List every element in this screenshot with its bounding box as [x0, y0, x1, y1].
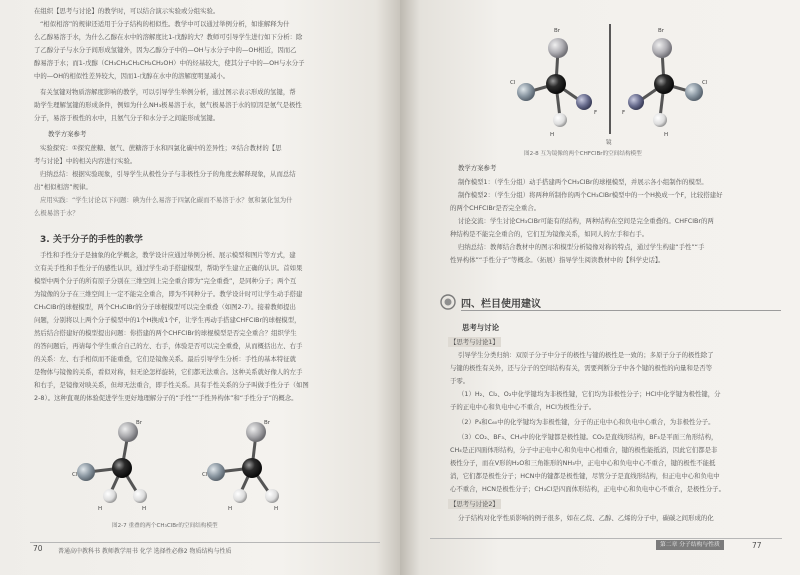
left-page-number: 70: [33, 544, 43, 553]
think1-line: 与键的极性有关外，还与分子的空间结构有关，需要判断分子中各个键的极性的向量和是否等: [450, 364, 713, 372]
atom-label-cl: Cl: [702, 80, 708, 86]
think1-line: 消，它们都是极性分子；HCN中的键都是极性键，尽管分子是直线形结构，但正电中心和负电中: [450, 472, 720, 480]
left-plan-line: 出“相似相溶”规律。: [34, 183, 92, 191]
section-3-line: 2-8）。这种直观的体验促进学生更好地理解分子的“手性”“手性异构体”和“手性分子”的概念。: [34, 394, 298, 402]
section-4-divider: [461, 310, 781, 311]
section-3-line: CH₃ClBr的球棍模型，两个CH₃ClBr的分子球棍模型可以完全重叠（如图2-7）。接着教师提出: [34, 303, 296, 311]
atom-label-h: H: [228, 506, 233, 512]
ch2clbr-model-left: [72, 420, 147, 512]
section-3-line: 然后结合搭建好的模型提出问题：你搭建的两个CHFClBr的球棍模型是否完全重合？组织学生: [34, 329, 297, 337]
right-plan-line: 讨论交流：学生讨论CH₃ClBr可能有的结构，两种结构在空间是完全重叠的。CHFClBr的两: [458, 217, 714, 225]
section-3-line: 为镜像的分子在三维空间上一定不能完全重合，即为不同种分子。教学设计时可让学生动手搭建: [34, 290, 303, 298]
left-para2-line: 分子，易溶于极性的水中，且氨气分子和水分子之间能形成氢键。: [34, 114, 220, 122]
right-plan-line: 制作模型2：（学生分组）将两种所制作的两个CH₃ClBr模型中的一个H换成一个F，比较搭建好: [458, 191, 723, 199]
atom-label-br: Br: [658, 28, 665, 34]
right-plan-title: 教学方案参考: [458, 164, 497, 172]
chlorine-atom: [685, 83, 703, 101]
think1-line: CH₄是正四面体形结构，分子中正电中心和负电中心相重合，键的极性能抵消，因此它们都是非: [450, 446, 718, 454]
atom-label-br: Br: [136, 420, 143, 426]
left-para1-line: 在组织【思考与讨论】的教学时，可以结合演示实验或分组实验。: [34, 7, 220, 15]
ch2clbr-model-right: [202, 420, 279, 512]
carbon-atom: [546, 74, 566, 94]
figure-2-7-caption: 图2-7 重叠的两个CH₃ClBr的空间结构模型: [112, 523, 218, 529]
left-para2-line: 助学生理解氢键的形成条件，例如为什么NH₃极易溶于水，氨气极易溶于水的原因是氨气是极性: [34, 101, 302, 109]
left-plan-line: 归纳总结：根据实验现象，引导学生从极性分子与非极性分子的角度去解释现象，从而总结: [40, 170, 296, 178]
left-plan-line: 考与讨论】中的相关内容进行实验。: [34, 157, 137, 165]
chfclbr-model-right: [622, 28, 708, 138]
chapter-label: 第二章 分子结构与性质: [656, 540, 724, 550]
section-3-line: 和右手，是镜像对映关系，但却无法重合，即手性关系。具有手性关系的分子叫做手性分子（如图: [34, 381, 309, 389]
atom-label-cl: Cl: [202, 472, 208, 478]
atom-label-br: Br: [554, 28, 561, 34]
atom-label-h: H: [550, 132, 555, 138]
chfclbr-model-left: [510, 28, 597, 138]
think1-line: （2）P₄和C₆₀中的化学键均为非极性键，分子的正电中心和负电中心重合，为非极性分子。: [458, 418, 715, 426]
section-3-line: 模型中两个分子的所有原子分别在三维空间上完全重合即为“完全重叠”，是同种分子；两个互: [34, 277, 297, 285]
bromine-atom: [548, 38, 568, 58]
atom-label-h: H: [142, 506, 147, 512]
left-para1-line: 中的—OH的相似性差异较大，因而1-戊醇在水中的溶解度明显减小。: [34, 72, 230, 80]
section-4-banner: [440, 292, 780, 312]
bromine-atom: [652, 38, 672, 58]
atom-label-h: H: [98, 506, 103, 512]
hydrogen-atom: [233, 489, 247, 503]
left-para1-line: 了乙醇分子与水分子间形成氢键外，因为乙醇分子中的—OH与水分子中的—OH相近，因而乙: [34, 46, 297, 54]
left-para2-line: 有关氢键对物质溶解度影响的教学，可以引导学生举例分析，通过图示表示形成的氢键，帮: [40, 88, 296, 96]
section-4-heading: 四、栏目使用建议: [461, 299, 541, 310]
fluorine-atom: [628, 94, 644, 110]
right-plan-line: 归纳总结：教师结合教材中的图示和模型分析镜像对称的特点，通过学生构建“手性”“手: [458, 243, 705, 251]
section-badge-icon: [440, 294, 456, 310]
section-3-line: 立有关手性和手性分子的感性认识，通过学生动手搭建模型，帮助学生建立正确的认识。首如果: [34, 264, 303, 272]
left-plan-line: 么极易溶于水？: [34, 209, 79, 217]
think1-line: （3）CO₂、BF₃、CH₄中的化学键都是极性键。CO₂是直线形结构，BF₃是平面三角形结构，: [458, 433, 718, 441]
hydrogen-atom: [265, 489, 279, 503]
carbon-atom: [242, 458, 262, 478]
carbon-atom: [654, 74, 674, 94]
think-discuss-2-tag: 【思考与讨论2】: [450, 500, 499, 508]
figure-2-8-mirror-models: [500, 22, 720, 146]
left-para1-line: 么乙醇易溶于水，为什么乙醇在水中的溶解度比1-戊醇的大？教师可引导学生进行如下分析：除: [34, 33, 303, 41]
footer-divider: [30, 542, 380, 543]
think2-line: 分子结构对化学性质影响的例子很多，如在乙烷、乙醇、乙烯的分子中，碳碳之间形成的化: [458, 514, 714, 522]
section-3-line: 的关系：左、右手相似而不能重叠，它们是镜像关系。最后引导学生分析：手性的基本特征就: [34, 355, 297, 363]
hydrogen-atom: [653, 113, 667, 127]
section-3-line: 问题，分别将以上两个分子模型中的1个H换成1个F，让学生再动手搭建CHFClBr的球棍模型，: [34, 316, 301, 324]
think1-line: 心不重合，HCN是极性分子；CH₃Cl是四面体形结构，正电中心和负电中心不重合，是极性分子。: [450, 485, 725, 493]
think1-line: （1）H₂、Cl₂、O₂中化学键均为非极性键，它们均为非极性分子；HCl中化学键为极性键，分: [458, 390, 721, 398]
hydrogen-atom: [103, 489, 117, 503]
hydrogen-atom: [133, 489, 147, 503]
atom-label-cl: Cl: [510, 80, 516, 86]
atom-label-br: Br: [264, 420, 271, 426]
bromine-atom: [118, 422, 138, 442]
think-discuss-heading: 思考与讨论: [462, 323, 499, 332]
right-plan-line: 的两个CHFClBr是否完全重合。: [450, 204, 541, 212]
left-plan-title: 教学方案参考: [48, 130, 87, 138]
think1-line: 于零。: [450, 377, 470, 385]
fluorine-atom: [576, 94, 592, 110]
atom-label-cl: Cl: [72, 472, 78, 478]
think1-line: 引导学生分类归纳：双原子分子中分子的极性与键的极性是一致的；多原子分子的极性除了: [458, 351, 714, 359]
atom-label-f: F: [594, 110, 598, 116]
chlorine-atom: [77, 463, 95, 481]
left-para1-line: “相似相溶”的规律还适用于分子结构的相似性。教学中可以通过举例分析，如谁解释为什: [40, 20, 290, 28]
left-para1-line: 醇易溶于水；而1-戊醇（CH₃CH₂CH₂CH₂CH₂OH）中的烃基较大，使其分子中的—OH与水分子: [34, 59, 305, 67]
section-3-line: 的答问题后，再请每个学生重合自己的左、右手，体验是否可以完全重叠，从而概括出左、右手: [34, 342, 303, 350]
think1-line: 子的正电中心和负电中心不重合，HCl为极性分子。: [450, 403, 596, 411]
figure-2-8-caption: 图2-8 互为镜像的两个CHFClBr的空间结构模型: [524, 151, 642, 157]
section-3-heading: 3. 关于分子的手性的教学: [40, 235, 143, 245]
carbon-atom: [112, 458, 132, 478]
left-plan-line: 实验探究：①探究蔗糖、氨气、蔗糖溶于水和四氯化碳中的差异性；②结合教材的【思: [40, 144, 282, 152]
atom-label-h: H: [664, 132, 669, 138]
left-footer-text: 普通高中教科书 教师教学用书 化学 选择性必修2 物质结构与性质: [58, 548, 232, 555]
bromine-atom: [246, 422, 266, 442]
right-page-number: 77: [752, 541, 762, 550]
think1-line: 极性分子，而在V形的H₂O和三角锥形的NH₃中，正电中心和负电中心不重合，键的极性不能抵: [450, 459, 716, 467]
section-3-line: 手性和手性分子是抽象的化学概念，教学设计应通过举例分析、展示模型和图片等方式，建: [40, 251, 296, 259]
right-plan-line: 制作模型1：（学生分组）动手搭建两个CH₃ClBr的球棍模型，并展示各小组制作的模型。: [458, 178, 708, 186]
section-3-line: 是物体与镜像的关系，看似对称，但无论怎样旋转，它们都无法重合。这种关系就好像人的左手: [34, 368, 303, 376]
right-plan-line: 性异构体”“手性分子”等概念。（拓展）指导学生阅读教材中的【科学史话】。: [450, 256, 665, 264]
chlorine-atom: [207, 463, 225, 481]
left-plan-line: 应用实践：“学生讨论以下问题：碘为什么易溶于四氯化碳而不易溶于水？氨和氯化氢为什: [40, 196, 293, 204]
atom-label-f: F: [622, 110, 626, 116]
right-plan-line: 种结构是不能完全重合的，它们互为镜像关系，如同人的左手和右手。: [450, 230, 649, 238]
atom-label-h: H: [274, 506, 279, 512]
chlorine-atom: [517, 83, 535, 101]
think-discuss-1-tag: 【思考与讨论1】: [450, 338, 499, 346]
figure-2-7-overlapping-models: [60, 412, 360, 518]
right-page: [400, 0, 800, 575]
mirror-label: 镜: [606, 140, 612, 146]
hydrogen-atom: [553, 113, 567, 127]
footer-divider: [430, 538, 782, 539]
